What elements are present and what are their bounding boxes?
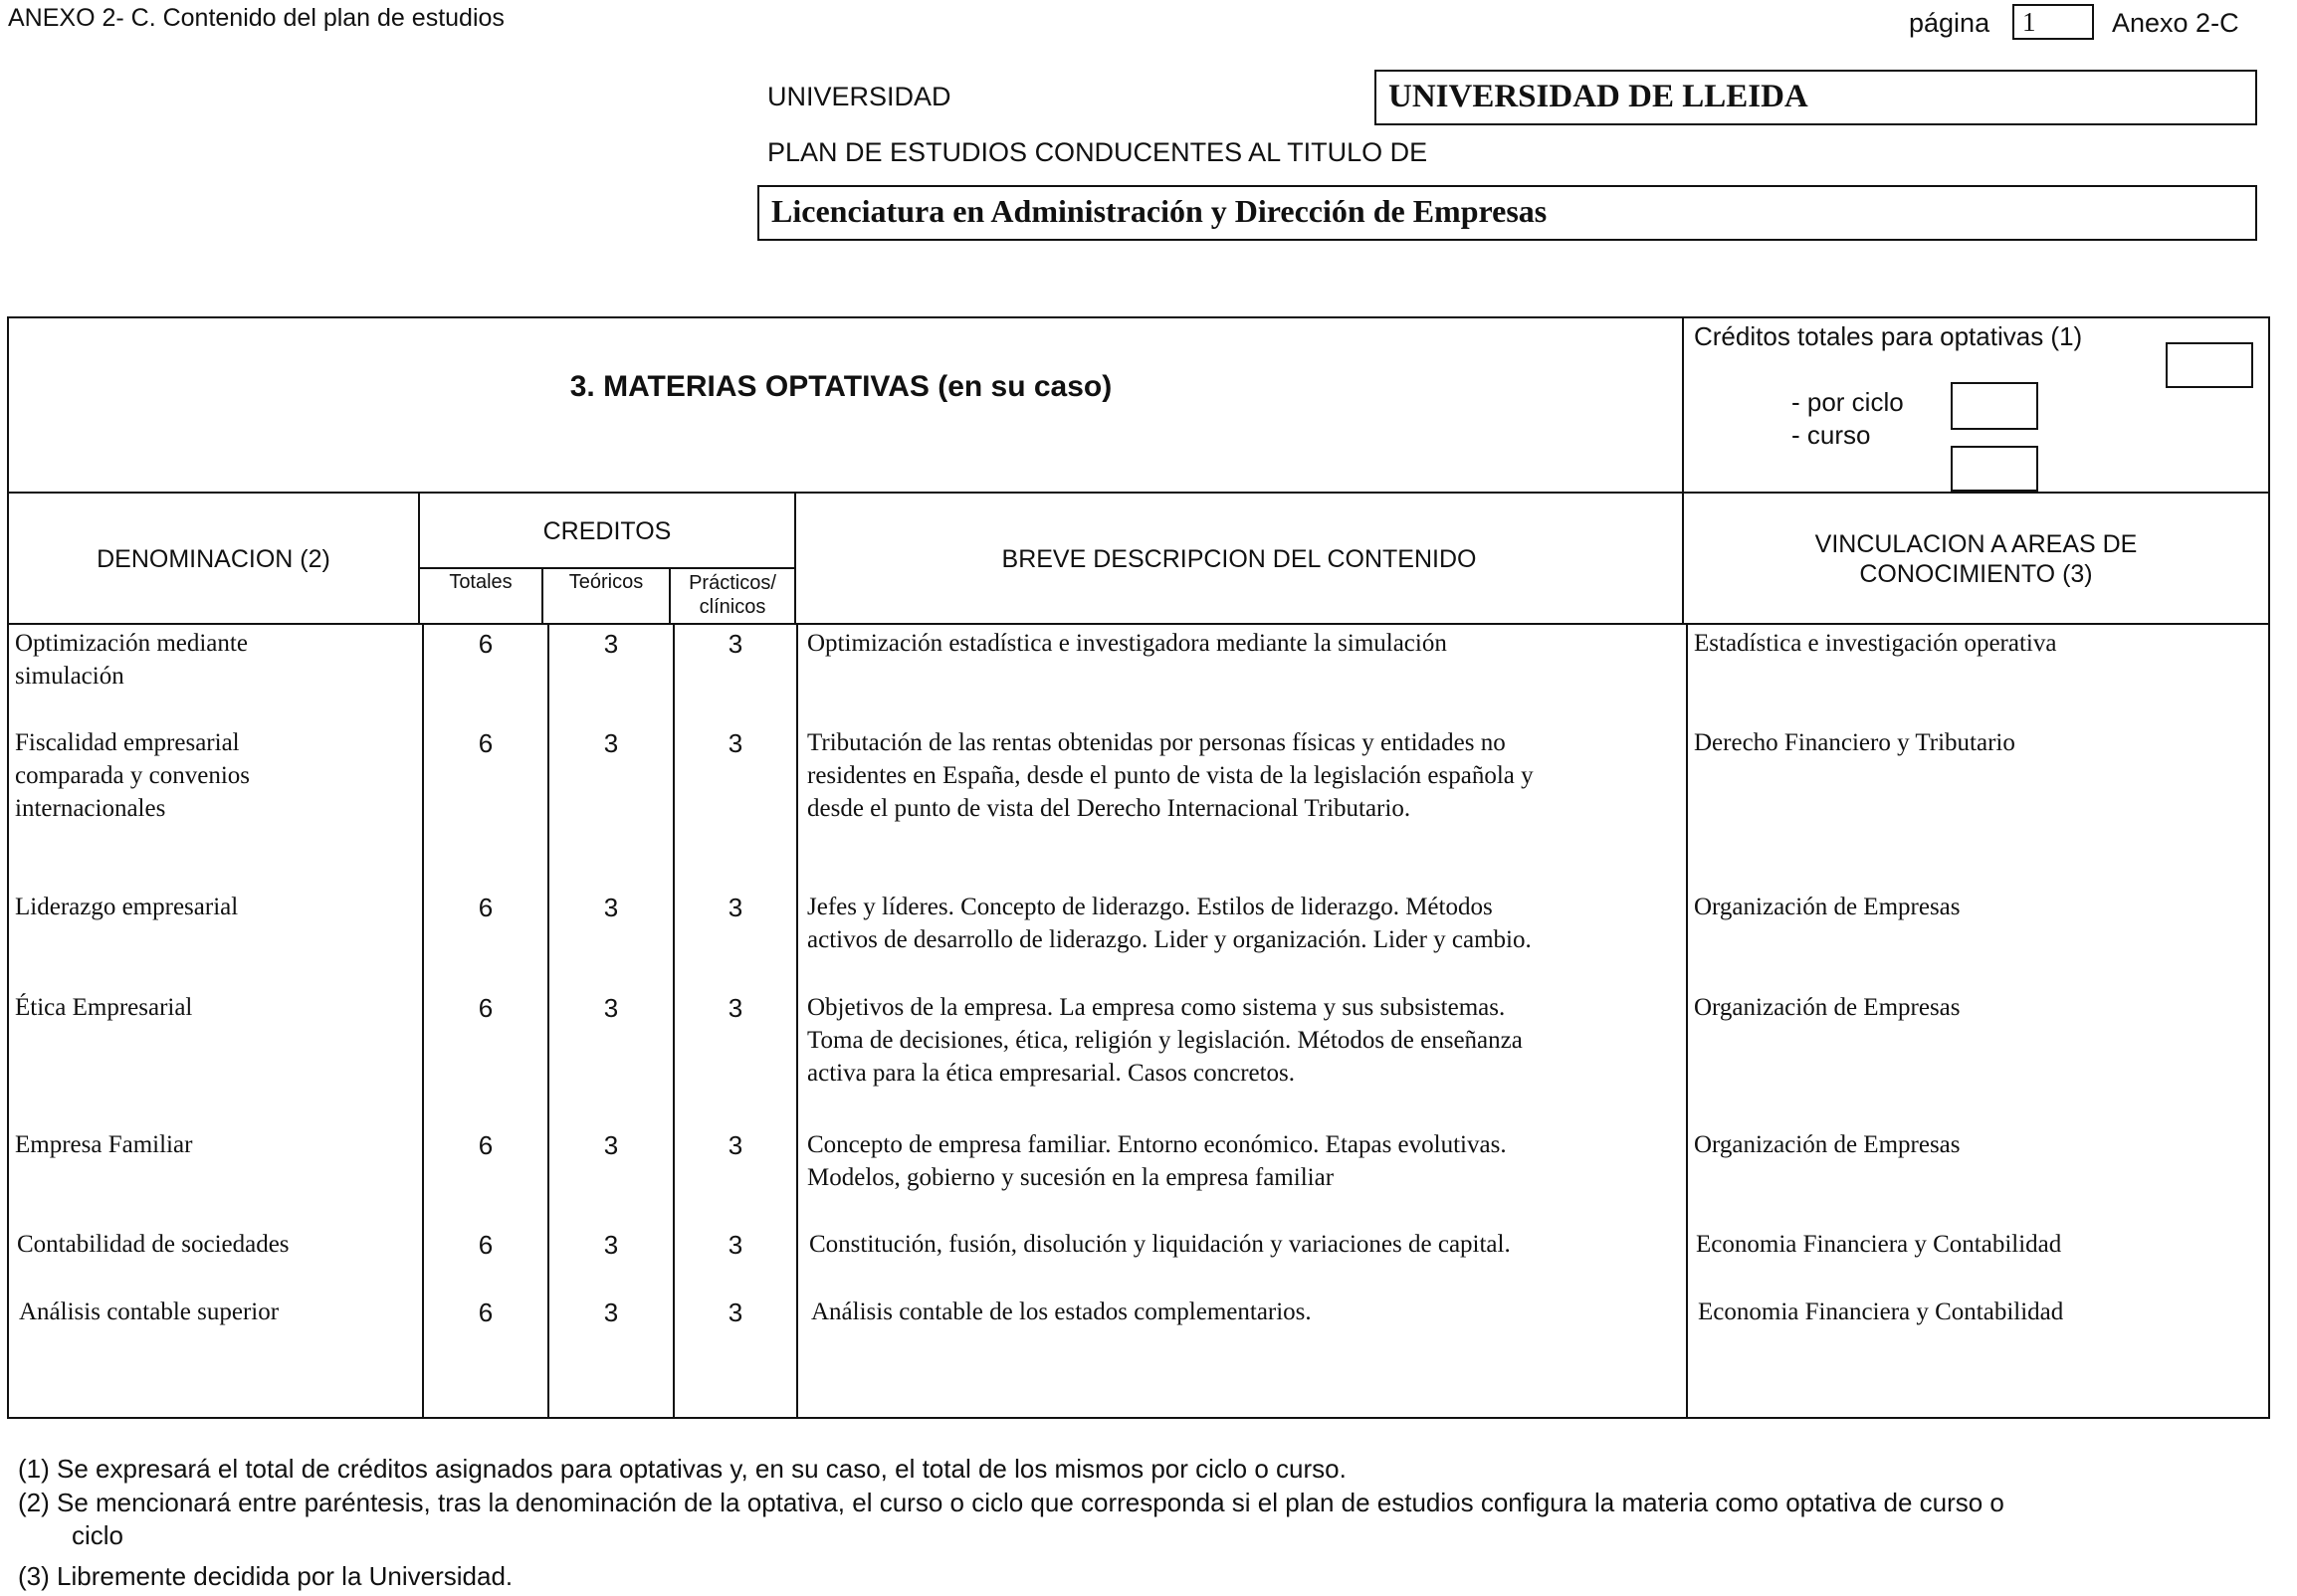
row-totales: 6 xyxy=(478,1297,494,1327)
name-line: Liderazgo empresarial xyxy=(15,894,239,920)
footnote-3: (3) Libremente decidida por la Universidad. xyxy=(18,1561,514,1591)
row-practicos: 3 xyxy=(728,629,743,659)
name-line: Contabilidad de sociedades xyxy=(17,1231,290,1258)
row-practicos: 3 xyxy=(728,1130,743,1160)
row-practicos: 3 xyxy=(728,893,743,922)
desc-line: Toma de decisiones, ética, religión y legislación. Métodos de enseñanza xyxy=(807,1027,1523,1054)
row-totales: 6 xyxy=(478,728,494,758)
row-area: Economia Financiera y Contabilidad xyxy=(1698,1298,2064,1325)
university-name: UNIVERSIDAD DE LLEIDA xyxy=(1374,70,2257,125)
desc-line: Concepto de empresa familiar. Entorno económico. Etapas evolutivas. xyxy=(807,1131,1507,1158)
row-totales: 6 xyxy=(478,1230,494,1260)
footnote-1: (1) Se expresará el total de créditos asignados para optativas y, en su caso, el total de los mismos por ciclo o curso. xyxy=(18,1454,1347,1484)
col-creditos: CREDITOS xyxy=(542,517,672,545)
por-ciclo-field xyxy=(1951,382,2038,430)
row-teoricos: 3 xyxy=(603,1297,619,1327)
desc-line: residentes en España, desde el punto de vista de la legislación española y xyxy=(807,762,1534,789)
row-area: Organización de Empresas xyxy=(1694,894,1961,920)
row-area: Economia Financiera y Contabilidad xyxy=(1696,1231,2062,1258)
annex-label: Anexo 2-C xyxy=(2112,8,2239,38)
row-denominacion xyxy=(19,1296,422,1328)
col-teoricos: Teóricos xyxy=(568,571,644,593)
name-line: Optimización mediante xyxy=(15,630,248,657)
name-line: comparada y convenios xyxy=(15,762,251,789)
col-practicos xyxy=(671,571,794,619)
desc-line: activos de desarrollo de liderazgo. Lider y organización. Lider y cambio. xyxy=(807,926,1532,953)
row-teoricos: 3 xyxy=(603,993,619,1023)
row-denominacion xyxy=(15,891,418,923)
name-line: Análisis contable superior xyxy=(19,1298,280,1325)
row-teoricos: 3 xyxy=(603,1230,619,1260)
row-descripcion xyxy=(807,991,1683,1090)
col-descripcion: BREVE DESCRIPCION DEL CONTENIDO xyxy=(1001,545,1477,573)
col-denominacion: DENOMINACION (2) xyxy=(97,545,330,573)
row-denominacion xyxy=(15,1128,418,1161)
name-line: Ética Empresarial xyxy=(15,994,193,1021)
desc-line: Objetivos de la empresa. La empresa como sistema y sus subsistemas. xyxy=(807,994,1506,1021)
row-denominacion xyxy=(15,991,418,1024)
col-vinculacion-line2: CONOCIMIENTO (3) xyxy=(1859,560,2093,588)
desc-line: Análisis contable de los estados complementarios. xyxy=(811,1298,1312,1325)
document-header-label: ANEXO 2- C. Contenido del plan de estudios xyxy=(8,4,505,32)
row-descripcion xyxy=(809,1228,1685,1261)
col-vinculacion xyxy=(1684,529,2268,589)
name-line: simulación xyxy=(15,663,124,690)
desc-line: Constitución, fusión, disolución y liquidación y variaciones de capital. xyxy=(809,1231,1511,1258)
page-label: página xyxy=(1909,8,1990,38)
section-title: 3. MATERIAS OPTATIVAS (en su caso) xyxy=(569,370,1113,403)
plan-label: PLAN DE ESTUDIOS CONDUCENTES AL TITULO DE xyxy=(767,137,1428,167)
university-label: UNIVERSIDAD xyxy=(767,82,951,111)
optativas-credits-label: Créditos totales para optativas (1) xyxy=(1694,321,2083,351)
curso-label: - curso xyxy=(1791,420,1871,450)
row-totales: 6 xyxy=(478,893,494,922)
row-practicos: 3 xyxy=(728,993,743,1023)
desc-line: Optimización estadística e investigadora mediante la simulación xyxy=(807,630,1447,657)
row-totales: 6 xyxy=(478,629,494,659)
col-practicos-line1: Prácticos/ xyxy=(689,572,776,594)
row-denominacion xyxy=(15,726,418,825)
col-practicos-line2: clínicos xyxy=(699,596,766,618)
name-line: Empresa Familiar xyxy=(15,1131,193,1158)
row-practicos: 3 xyxy=(728,1230,743,1260)
row-teoricos: 3 xyxy=(603,728,619,758)
curso-field xyxy=(1951,446,2038,492)
col-totales: Totales xyxy=(449,571,513,593)
name-line: internacionales xyxy=(15,795,166,822)
row-area: Estadística e investigación operativa xyxy=(1694,630,2057,657)
total-credits-field xyxy=(2166,342,2253,388)
footnote-2-cont: ciclo xyxy=(72,1520,124,1550)
row-descripcion xyxy=(807,627,1683,660)
desc-line: Jefes y líderes. Concepto de liderazgo. Estilos de liderazgo. Métodos xyxy=(807,894,1493,920)
row-practicos: 3 xyxy=(728,1297,743,1327)
row-practicos: 3 xyxy=(728,728,743,758)
degree-title: Licenciatura en Administración y Dirección de Empresas xyxy=(757,185,2257,241)
row-totales: 6 xyxy=(478,1130,494,1160)
row-area: Organización de Empresas xyxy=(1694,994,1961,1021)
desc-line: Modelos, gobierno y sucesión en la empresa familiar xyxy=(807,1164,1335,1191)
desc-line: activa para la ética empresarial. Casos concretos. xyxy=(807,1060,1296,1087)
row-denominacion xyxy=(17,1228,420,1261)
row-area: Organización de Empresas xyxy=(1694,1131,1961,1158)
row-descripcion xyxy=(811,1296,1687,1328)
row-teoricos: 3 xyxy=(603,893,619,922)
row-descripcion xyxy=(807,726,1683,825)
row-teoricos: 3 xyxy=(603,629,619,659)
row-descripcion xyxy=(807,1128,1683,1194)
col-vinculacion-line1: VINCULACION A AREAS DE xyxy=(1814,530,2138,558)
footnote-2: (2) Se mencionará entre paréntesis, tras la denominación de la optativa, el curso o ciclo que corresponda si el plan de estudios configura la materia como optativa de curso o xyxy=(18,1488,2004,1517)
page-box-edge xyxy=(2092,4,2094,40)
por-ciclo-label: - por ciclo xyxy=(1791,387,1904,417)
row-teoricos: 3 xyxy=(603,1130,619,1160)
row-descripcion xyxy=(807,891,1683,956)
row-totales: 6 xyxy=(478,993,494,1023)
page-number: 1 xyxy=(2012,4,2092,40)
row-area: Derecho Financiero y Tributario xyxy=(1694,729,2015,756)
desc-line: desde el punto de vista del Derecho Internacional Tributario. xyxy=(807,795,1411,822)
row-denominacion xyxy=(15,627,418,693)
name-line: Fiscalidad empresarial xyxy=(15,729,240,756)
desc-line: Tributación de las rentas obtenidas por personas físicas y entidades no xyxy=(807,729,1506,756)
